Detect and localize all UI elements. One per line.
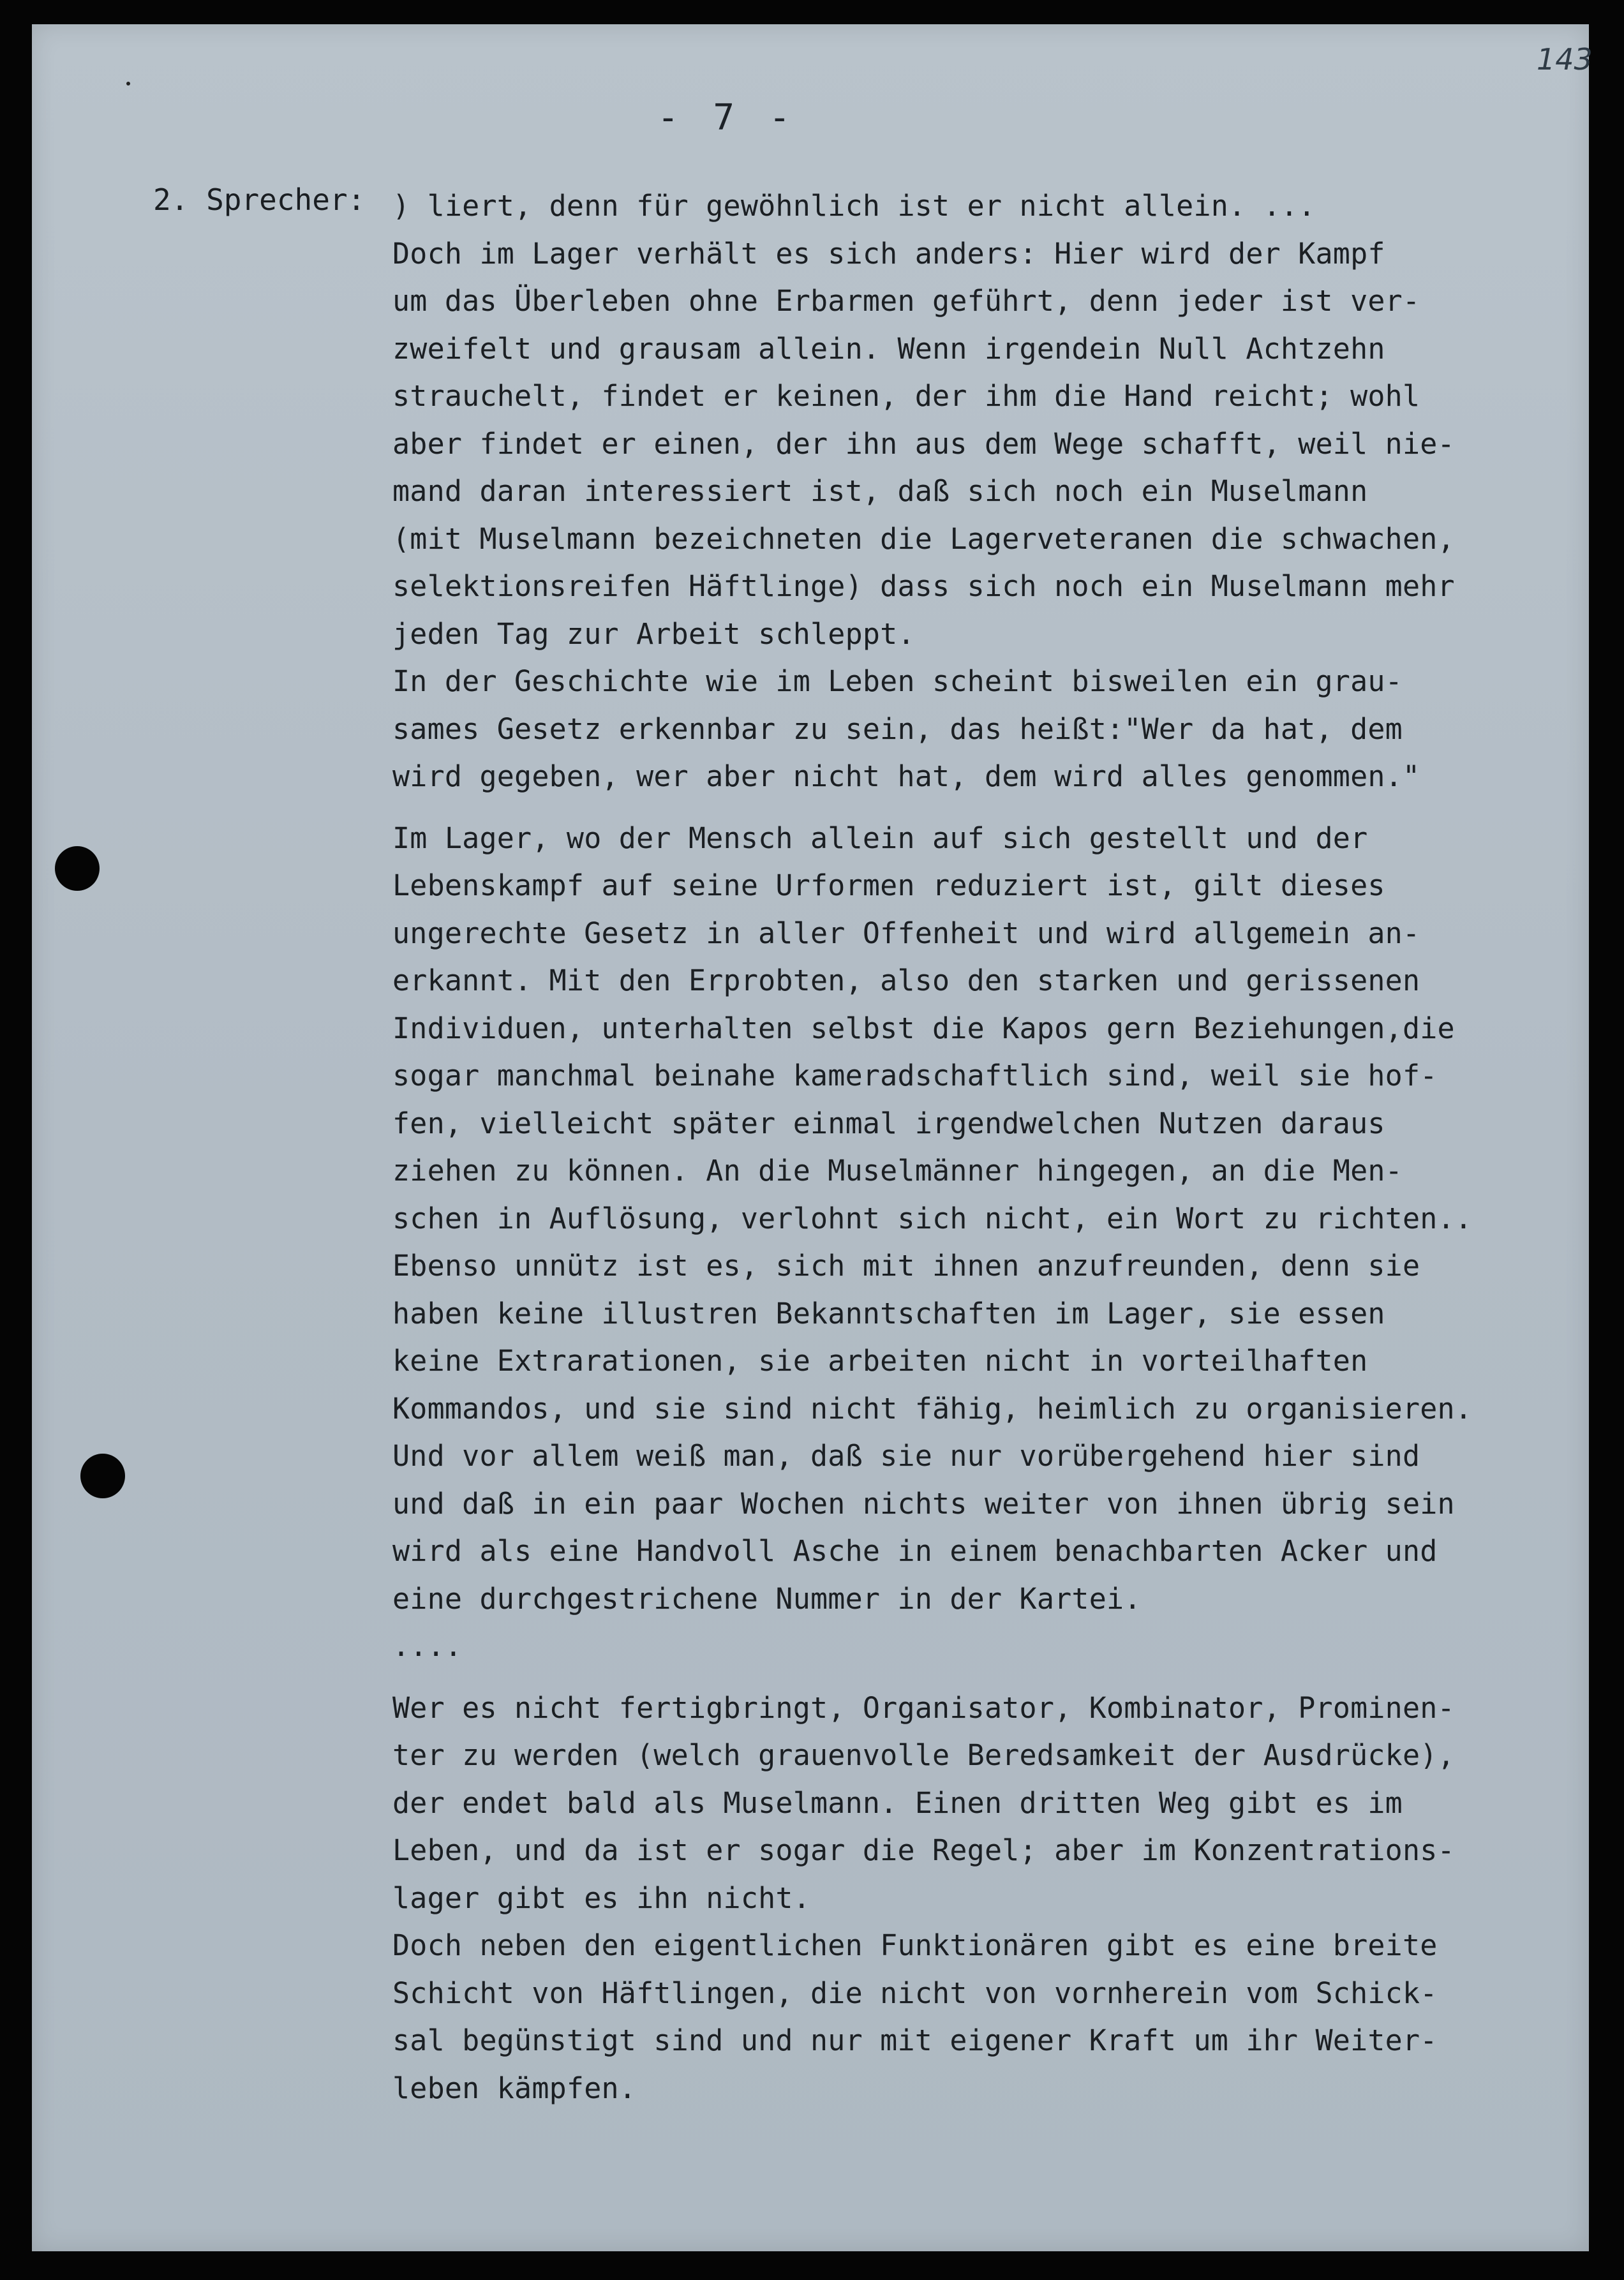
text-line: sames Gesetz erkennbar zu sein, das heißt:"Wer da hat, dem <box>392 712 1403 746</box>
text-line: strauchelt, findet er keinen, der ihm die Hand reicht; wohl <box>392 379 1420 413</box>
paragraph-gap <box>392 1671 1592 1685</box>
text-line: selektionsreifen Häftlinge) dass sich noch ein Muselmann mehr <box>392 569 1455 603</box>
text-line: eine durchgestrichene Nummer in der Kartei. <box>392 1581 1142 1616</box>
text-line: Kommandos, und sie sind nicht fähig, heimlich zu organisieren. <box>392 1391 1473 1426</box>
text-line: erkannt. Mit den Erprobten, also den starken und gerissenen <box>392 964 1420 997</box>
text-line: ) liert, denn für gewöhnlich ist er nicht allein. ... <box>392 189 1316 223</box>
text-line: aber findet er einen, der ihn aus dem Wege schafft, weil nie- <box>392 426 1455 461</box>
text-line: Ebenso unnütz ist es, sich mit ihnen anzufreunden, denn sie <box>392 1249 1420 1283</box>
paragraph <box>392 1685 1592 2113</box>
speck-mark <box>126 82 130 86</box>
page-number: - 7 - <box>657 97 797 138</box>
document-body <box>392 183 1592 2112</box>
punch-hole <box>80 1454 125 1498</box>
text-line: leben kämpfen. <box>392 2071 637 2105</box>
text-line: sal begünstigt sind und nur mit eigener Kraft um ihr Weiter- <box>392 2023 1438 2057</box>
text-line: mand daran interessiert ist, daß sich noch ein Muselmann <box>392 474 1368 508</box>
text-line: wird als eine Handvoll Asche in einem benachbarten Acker und <box>392 1534 1438 1568</box>
text-line: haben keine illustren Bekanntschaften im Lager, sie essen <box>392 1296 1385 1330</box>
text-line: Wer es nicht fertigbringt, Organisator, Kombinator, Prominen- <box>392 1690 1455 1725</box>
text-line: lager gibt es ihn nicht. <box>392 1881 811 1915</box>
text-line: Und vor allem weiß man, daß sie nur vorübergehend hier sind <box>392 1439 1420 1473</box>
paragraph-gap <box>392 801 1592 815</box>
paragraph <box>392 183 1592 801</box>
punch-hole <box>55 846 100 891</box>
text-line: keine Extrarationen, sie arbeiten nicht in vorteilhaften <box>392 1344 1368 1378</box>
text-line: und daß in ein paar Wochen nichts weiter von ihnen übrig sein <box>392 1486 1455 1521</box>
text-line: Schicht von Häftlingen, die nicht von vornherein vom Schick- <box>392 1976 1438 2010</box>
text-line: jeden Tag zur Arbeit schleppt. <box>392 616 915 651</box>
text-line: ziehen zu können. An die Muselmänner hingegen, an die Men- <box>392 1154 1403 1188</box>
text-line: schen in Auflösung, verlohnt sich nicht, ein Wort zu richten.. <box>392 1201 1473 1235</box>
text-line: ungerechte Gesetz in aller Offenheit und wird allgemein an- <box>392 916 1420 950</box>
text-line: Im Lager, wo der Mensch allein auf sich gestellt und der <box>392 821 1368 855</box>
speaker-label: 2. Sprecher: <box>153 183 366 217</box>
text-line: In der Geschichte wie im Leben scheint bisweilen ein grau- <box>392 664 1403 698</box>
text-line: sogar manchmal beinahe kameradschaftlich sind, weil sie hof- <box>392 1059 1438 1092</box>
text-line: um das Überleben ohne Erbarmen geführt, denn jeder ist ver- <box>392 284 1420 318</box>
text-line: fen, vielleicht später einmal irgendwelchen Nutzen daraus <box>392 1106 1385 1140</box>
text-line: Doch neben den eigentlichen Funktionären gibt es eine breite <box>392 1928 1438 1962</box>
folio-number: 143 <box>1537 42 1593 77</box>
text-line: (mit Muselmann bezeichneten die Lagerveteranen die schwachen, <box>392 521 1455 556</box>
paragraph <box>392 815 1592 1671</box>
text-line: Individuen, unterhalten selbst die Kapos gern Beziehungen,die <box>392 1011 1455 1045</box>
text-line: .... <box>392 1629 463 1663</box>
text-line: ter zu werden (welch grauenvolle Beredsamkeit der Ausdrücke), <box>392 1738 1455 1772</box>
text-line: der endet bald als Muselmann. Einen dritten Weg gibt es im <box>392 1785 1403 1820</box>
text-line: zweifelt und grausam allein. Wenn irgendein Null Achtzehn <box>392 331 1385 366</box>
text-line: Doch im Lager verhält es sich anders: Hier wird der Kampf <box>392 236 1385 271</box>
text-line: wird gegeben, wer aber nicht hat, dem wird alles genommen." <box>392 759 1420 793</box>
text-line: Leben, und da ist er sogar die Regel; aber im Konzentrations- <box>392 1833 1455 1867</box>
text-line: Lebenskampf auf seine Urformen reduziert ist, gilt dieses <box>392 868 1385 902</box>
